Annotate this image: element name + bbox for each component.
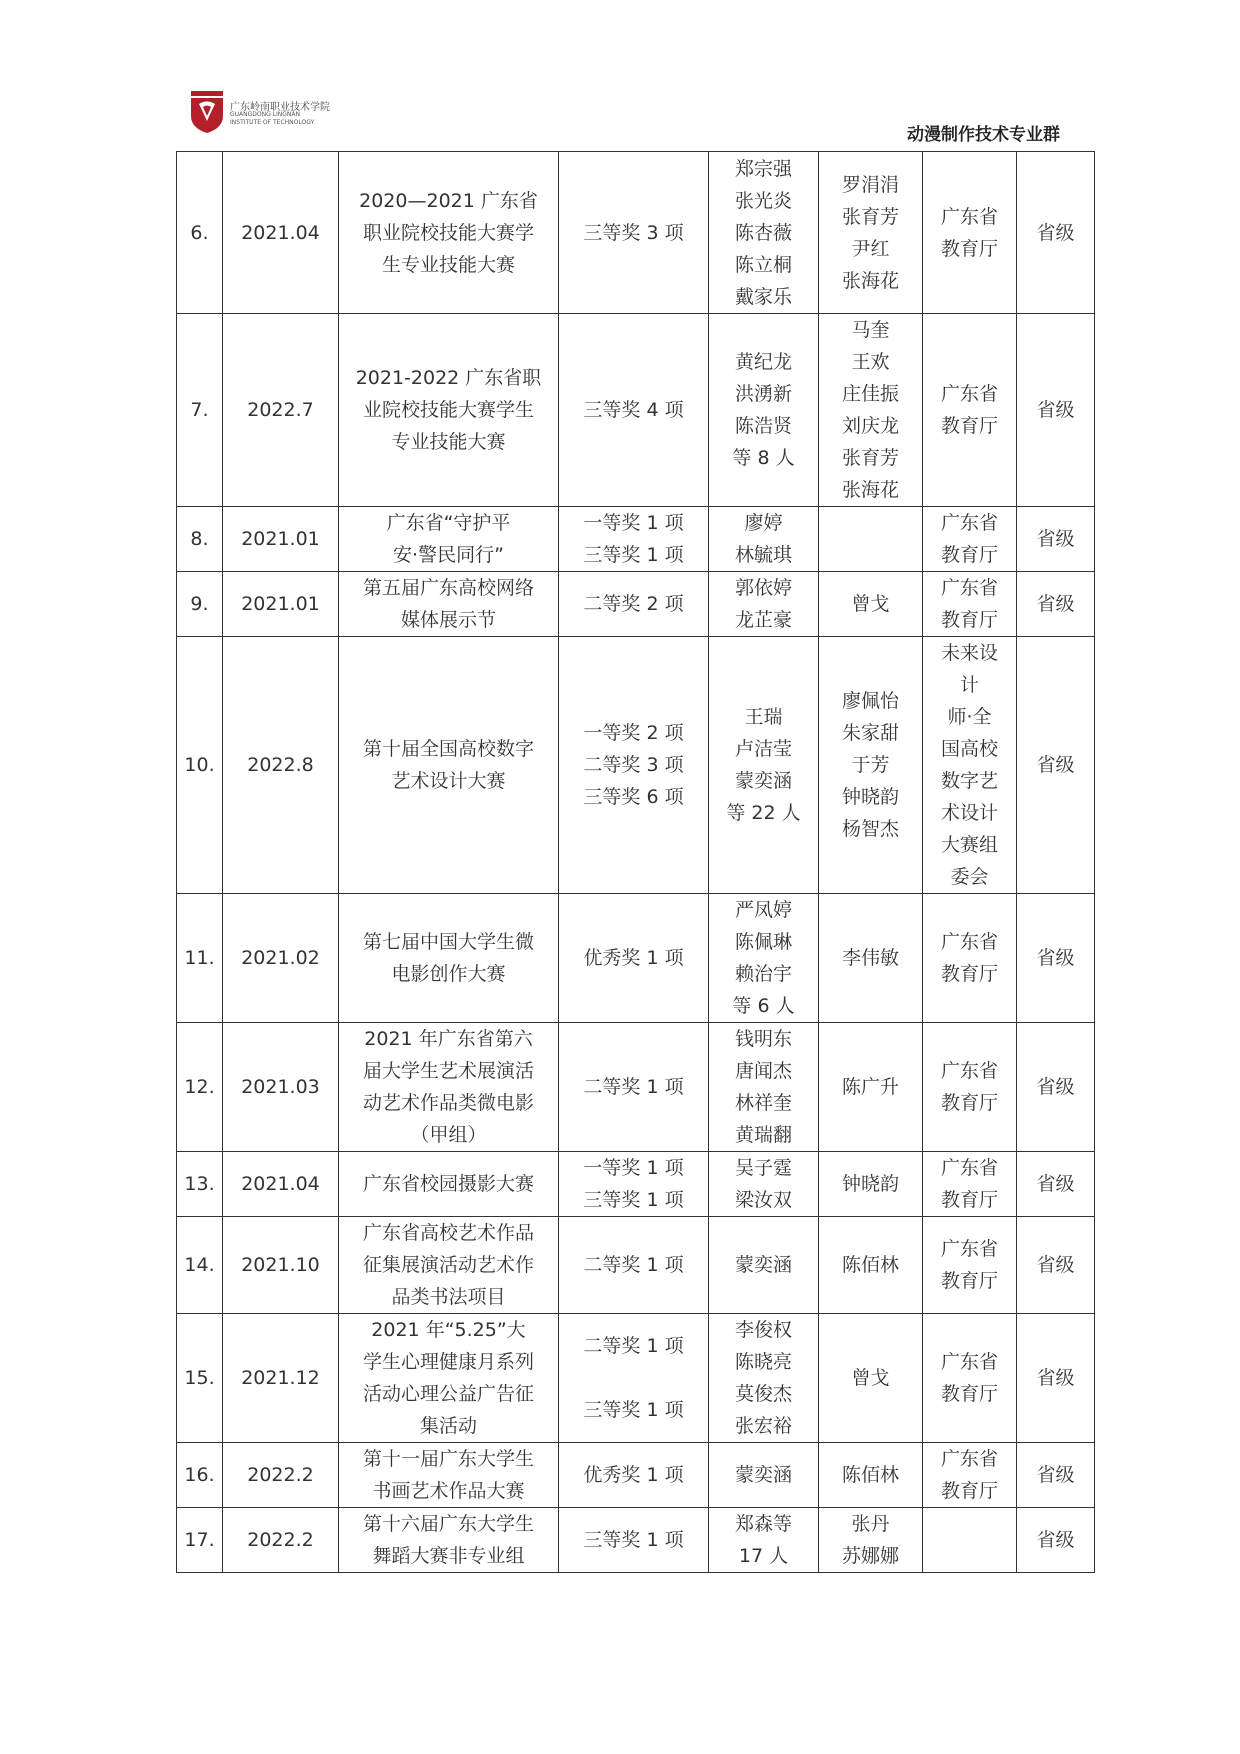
row-number: 6. (190, 221, 209, 244)
award-date-cell (223, 1314, 339, 1443)
award-level: 二等奖 2 项 (583, 593, 684, 615)
award-date-cell (223, 507, 339, 572)
student-names: 郑宗强 (734, 157, 792, 180)
student-names: 钱明东 (734, 1028, 792, 1050)
competition-level: 省级 (1036, 1529, 1075, 1551)
table-row (177, 1314, 1095, 1443)
teacher-names: 曾戈 (851, 1367, 890, 1389)
organizer: 广东省 (940, 1448, 998, 1470)
competition-level: 省级 (1036, 221, 1075, 244)
teacher-names-cell (819, 314, 923, 507)
competition-level: 省级 (1036, 947, 1075, 969)
competition-name: 第五届广东高校网络 (362, 577, 534, 599)
teacher-names: 张海花 (841, 269, 899, 292)
competition-name: 第七届中国大学生微 (362, 931, 534, 953)
award-level-cell (559, 1152, 709, 1217)
competition-name: 学生心理健康月系列 (362, 1351, 534, 1373)
award-date-cell (223, 314, 339, 507)
teacher-names: 庄佳振 (841, 383, 899, 405)
teacher-names: 曾戈 (851, 593, 890, 615)
organizer: 广东省 (940, 512, 998, 534)
award-level: 一等奖 1 项 (583, 512, 684, 534)
teacher-names-cell (819, 1314, 923, 1443)
student-names-cell (709, 1314, 819, 1443)
table-row (177, 637, 1095, 894)
student-names: 梁汝双 (734, 1189, 792, 1211)
organizer-cell (923, 1508, 1017, 1573)
organizer-cell (923, 314, 1017, 507)
table-row (177, 152, 1095, 314)
competition-name: 业院校技能大赛学生 (362, 399, 534, 421)
organizer: 教育厅 (940, 237, 998, 260)
competition-level: 省级 (1036, 399, 1075, 421)
award-date: 2021.10 (241, 1254, 320, 1276)
organizer-cell (923, 152, 1017, 314)
competition-name: 舞蹈大赛非专业组 (372, 1545, 525, 1567)
award-date-cell (223, 1508, 339, 1573)
competition-name: 征集展演活动艺术作 (362, 1254, 534, 1276)
student-names: 蒙奕涵 (734, 1464, 792, 1486)
competition-level: 省级 (1036, 1173, 1075, 1195)
row-number-cell (177, 152, 223, 314)
award-level: 二等奖 1 项 (583, 1254, 684, 1276)
competition-level-cell (1017, 152, 1095, 314)
student-names: 蒙奕涵 (734, 770, 792, 792)
organizer-cell (923, 1217, 1017, 1314)
competition-name: 2021 年“5.25”大 (371, 1319, 526, 1341)
student-names: 陈浩贤 (734, 415, 792, 437)
competition-name-cell (339, 1217, 559, 1314)
organizer: 国高校 (940, 738, 998, 760)
table-row (177, 1443, 1095, 1508)
row-number-cell (177, 572, 223, 637)
student-names: 张光炎 (734, 189, 792, 212)
student-names: 郑森等 (734, 1513, 792, 1535)
competition-name: 第十一届广东大学生 (362, 1448, 534, 1470)
row-number-cell (177, 1314, 223, 1443)
award-date: 2021.04 (241, 221, 320, 244)
row-number: 8. (190, 528, 209, 550)
competition-name-cell (339, 894, 559, 1023)
organizer: 教育厅 (940, 1270, 998, 1292)
award-level-cell (559, 572, 709, 637)
organizer-cell (923, 1443, 1017, 1508)
competition-name: 电影创作大赛 (391, 963, 506, 985)
competition-name: 活动心理公益广告征 (362, 1383, 534, 1405)
award-date-cell (223, 1023, 339, 1152)
organizer: 委会 (950, 866, 989, 888)
award-level: 三等奖 1 项 (583, 1529, 684, 1551)
student-names: 陈晓亮 (734, 1351, 792, 1373)
student-names: 王瑞 (744, 706, 783, 728)
teacher-names: 张海花 (841, 479, 899, 501)
row-number: 7. (190, 399, 209, 421)
row-number: 12. (184, 1076, 215, 1098)
row-number-cell (177, 1508, 223, 1573)
student-names-cell (709, 314, 819, 507)
organizer: 广东省 (940, 931, 998, 953)
teacher-names: 张丹 (851, 1513, 890, 1535)
awards-table-body (177, 152, 1095, 1573)
student-names: 陈佩琳 (734, 931, 792, 953)
award-level: 三等奖 1 项 (583, 1189, 684, 1211)
teacher-names-cell (819, 572, 923, 637)
competition-name: 2020—2021 广东省 (359, 189, 538, 212)
row-number-cell (177, 637, 223, 894)
row-number: 10. (184, 754, 215, 776)
organizer: 大赛组 (940, 834, 998, 856)
student-names: 龙芷豪 (734, 609, 792, 631)
competition-name-cell (339, 314, 559, 507)
student-names-cell (709, 1023, 819, 1152)
teacher-names-cell (819, 1023, 923, 1152)
organizer: 教育厅 (940, 963, 998, 985)
competition-name: 2021 年广东省第六 (364, 1028, 533, 1050)
award-date: 2021.02 (241, 947, 320, 969)
award-date: 2022.7 (247, 399, 314, 421)
award-level: 三等奖 6 项 (583, 786, 684, 808)
competition-name: 安·警民同行” (393, 544, 504, 566)
award-date: 2021.03 (241, 1076, 320, 1098)
student-names-cell (709, 1152, 819, 1217)
award-level: 优秀奖 1 项 (583, 1464, 684, 1486)
competition-name: 艺术设计大赛 (391, 770, 506, 792)
organizer: 数字艺 (940, 770, 998, 792)
competition-name-cell (339, 572, 559, 637)
student-names: 黄纪龙 (734, 351, 792, 373)
row-number: 13. (184, 1173, 215, 1195)
competition-level: 省级 (1036, 1076, 1075, 1098)
award-level-cell (559, 152, 709, 314)
student-names: 卢洁莹 (734, 738, 792, 760)
organizer: 教育厅 (940, 1383, 998, 1405)
award-level-cell (559, 507, 709, 572)
award-level: 二等奖 1 项 (583, 1076, 684, 1098)
logo-text-cn: 广东岭南职业技术学院 (230, 102, 330, 113)
student-names: 莫俊杰 (734, 1383, 792, 1405)
row-number: 9. (190, 593, 209, 615)
organizer-cell (923, 1152, 1017, 1217)
competition-name: 专业技能大赛 (391, 431, 506, 453)
organizer: 教育厅 (940, 609, 998, 631)
competition-name: 品类书法项目 (391, 1286, 506, 1308)
competition-name-cell (339, 507, 559, 572)
organizer: 术设计 (940, 802, 998, 824)
competition-level-cell (1017, 894, 1095, 1023)
teacher-names-cell (819, 1508, 923, 1573)
student-names: 郭依婷 (734, 577, 792, 599)
row-number-cell (177, 314, 223, 507)
table-row (177, 507, 1095, 572)
teacher-names-cell (819, 152, 923, 314)
award-level-cell (559, 1443, 709, 1508)
competition-name: 集活动 (419, 1415, 477, 1437)
row-number: 16. (184, 1464, 215, 1486)
competition-name: 广东省“守护平 (386, 512, 511, 534)
teacher-names: 李伟敏 (841, 947, 899, 969)
award-date: 2022.8 (247, 754, 314, 776)
organizer: 教育厅 (940, 544, 998, 566)
award-level-cell (559, 1217, 709, 1314)
competition-name-cell (339, 637, 559, 894)
student-names-cell (709, 152, 819, 314)
competition-level: 省级 (1036, 1464, 1075, 1486)
teacher-names: 陈广升 (841, 1076, 899, 1098)
teacher-names: 朱家甜 (841, 722, 899, 744)
competition-level-cell (1017, 637, 1095, 894)
award-date-cell (223, 894, 339, 1023)
competition-level-cell (1017, 314, 1095, 507)
teacher-names: 王欢 (851, 351, 890, 373)
award-date-cell (223, 1152, 339, 1217)
school-emblem-icon (190, 90, 224, 134)
organizer: 广东省 (940, 383, 998, 405)
competition-level-cell (1017, 1314, 1095, 1443)
student-names: 张宏裕 (734, 1415, 792, 1437)
competition-level: 省级 (1036, 1254, 1075, 1276)
table-row (177, 572, 1095, 637)
competition-level-cell (1017, 572, 1095, 637)
competition-name-cell (339, 152, 559, 314)
row-number: 14. (184, 1254, 215, 1276)
teacher-names: 陈佰林 (841, 1254, 899, 1276)
table-row (177, 1152, 1095, 1217)
student-names: 廖婷 (744, 512, 783, 534)
organizer-cell (923, 894, 1017, 1023)
award-date: 2022.2 (247, 1464, 314, 1486)
competition-name: 书画艺术作品大赛 (372, 1480, 525, 1502)
student-names-cell (709, 507, 819, 572)
competition-name: 届大学生艺术展演活 (362, 1060, 534, 1082)
teacher-names-cell (819, 1443, 923, 1508)
competition-name: （甲组） (410, 1124, 487, 1146)
teacher-names: 张育芳 (841, 205, 899, 228)
competition-name: 动艺术作品类微电影 (362, 1092, 534, 1114)
competition-name: 媒体展示节 (400, 609, 496, 631)
student-names: 陈杏薇 (734, 221, 792, 244)
student-names: 赖治宇 (734, 963, 792, 985)
award-level: 三等奖 1 项 (583, 544, 684, 566)
logo-text-en (230, 111, 314, 127)
award-date-cell (223, 572, 339, 637)
row-number-cell (177, 1443, 223, 1508)
student-names: 洪湧新 (734, 383, 792, 405)
awards-table (176, 151, 1095, 1573)
teacher-names: 钟晓韵 (841, 786, 899, 808)
organizer: 教育厅 (940, 1480, 998, 1502)
student-names: 林祥奎 (734, 1092, 792, 1114)
competition-level-cell (1017, 1508, 1095, 1573)
competition-name-cell (339, 1508, 559, 1573)
teacher-names: 刘庆龙 (841, 415, 899, 437)
award-level: 三等奖 3 项 (583, 221, 684, 244)
organizer-cell (923, 572, 1017, 637)
teacher-names: 钟晓韵 (841, 1173, 899, 1195)
row-number-cell (177, 1152, 223, 1217)
department-title: 动漫制作技术专业群 (907, 125, 1060, 145)
teacher-names: 廖佩怡 (841, 690, 899, 712)
student-names-cell (709, 1217, 819, 1314)
student-names-cell (709, 637, 819, 894)
row-number: 17. (184, 1529, 215, 1551)
row-number-cell (177, 1023, 223, 1152)
student-names: 陈立桐 (734, 253, 792, 276)
competition-level-cell (1017, 507, 1095, 572)
organizer-cell (923, 507, 1017, 572)
award-level-cell (559, 637, 709, 894)
student-names-cell (709, 1443, 819, 1508)
award-date: 2021.01 (241, 528, 320, 550)
organizer-cell (923, 637, 1017, 894)
organizer: 未来设 (940, 642, 998, 664)
student-names-cell (709, 894, 819, 1023)
award-level-cell (559, 894, 709, 1023)
competition-name: 2021-2022 广东省职 (355, 367, 542, 389)
student-names: 李俊权 (734, 1319, 792, 1341)
student-names: 等 22 人 (726, 802, 801, 824)
organizer: 广东省 (940, 1157, 998, 1179)
competition-level-cell (1017, 1217, 1095, 1314)
organizer-cell (923, 1314, 1017, 1443)
award-level: 优秀奖 1 项 (583, 947, 684, 969)
student-names: 蒙奕涵 (734, 1254, 792, 1276)
row-number: 15. (184, 1367, 215, 1389)
competition-name-cell (339, 1152, 559, 1217)
student-names: 唐闻杰 (734, 1060, 792, 1082)
award-level (563, 1362, 704, 1394)
organizer-cell (923, 1023, 1017, 1152)
award-date-cell (223, 1217, 339, 1314)
competition-name: 职业院校技能大赛学 (362, 221, 534, 244)
organizer: 广东省 (940, 1351, 998, 1373)
competition-name: 广东省校园摄影大赛 (362, 1173, 534, 1195)
competition-level: 省级 (1036, 1367, 1075, 1389)
award-level: 二等奖 3 项 (583, 754, 684, 776)
teacher-names: 于芳 (851, 754, 890, 776)
award-date-cell (223, 152, 339, 314)
award-level-cell (559, 1023, 709, 1152)
award-date: 2021.12 (241, 1367, 320, 1389)
award-level: 一等奖 1 项 (583, 1157, 684, 1179)
row-number-cell (177, 894, 223, 1023)
competition-name: 第十届全国高校数字 (362, 738, 534, 760)
award-date: 2021.04 (241, 1173, 320, 1195)
teacher-names: 杨智杰 (841, 818, 899, 840)
student-names-cell (709, 572, 819, 637)
student-names: 严凤婷 (734, 899, 792, 921)
award-level-cell (559, 1314, 709, 1443)
award-date: 2022.2 (247, 1529, 314, 1551)
organizer: 广东省 (940, 577, 998, 599)
table-row (177, 894, 1095, 1023)
student-names: 等 8 人 (732, 447, 795, 469)
teacher-names: 尹红 (851, 237, 890, 260)
teacher-names: 罗涓涓 (841, 173, 899, 196)
competition-level-cell (1017, 1443, 1095, 1508)
award-date: 2021.01 (241, 593, 320, 615)
student-names: 黄瑞翻 (734, 1124, 792, 1146)
teacher-names-cell (819, 1152, 923, 1217)
student-names: 戴家乐 (734, 285, 792, 308)
table-row (177, 1023, 1095, 1152)
competition-name-cell (339, 1443, 559, 1508)
table-row (177, 1217, 1095, 1314)
award-level: 三等奖 1 项 (583, 1399, 684, 1421)
competition-level: 省级 (1036, 593, 1075, 615)
award-level-cell (559, 1508, 709, 1573)
teacher-names-cell (819, 507, 923, 572)
student-names-cell (709, 1508, 819, 1573)
logo-text-en-line-2: INSTITUTE OF TECHNOLOGY (230, 119, 315, 126)
teacher-names: 马奎 (851, 319, 890, 341)
award-date-cell (223, 637, 339, 894)
competition-name-cell (339, 1314, 559, 1443)
organizer: 广东省 (940, 1060, 998, 1082)
award-date-cell (223, 1443, 339, 1508)
competition-level: 省级 (1036, 754, 1075, 776)
teacher-names-cell (819, 894, 923, 1023)
competition-name: 广东省高校艺术作品 (362, 1222, 534, 1244)
organizer: 师·全 (947, 706, 992, 728)
competition-level: 省级 (1036, 528, 1075, 550)
competition-level-cell (1017, 1023, 1095, 1152)
logo-text-en-line-1: GUANGDONG LINGNAN (230, 111, 301, 118)
teacher-names: 张育芳 (841, 447, 899, 469)
student-names: 吴子霆 (734, 1157, 792, 1179)
competition-name: 生专业技能大赛 (381, 253, 515, 276)
row-number: 11. (184, 947, 215, 969)
competition-name-cell (339, 1023, 559, 1152)
row-number-cell (177, 507, 223, 572)
organizer: 广东省 (940, 1238, 998, 1260)
table-row (177, 314, 1095, 507)
teacher-names-cell (819, 1217, 923, 1314)
organizer: 教育厅 (940, 1189, 998, 1211)
award-level-cell (559, 314, 709, 507)
teacher-names: 苏娜娜 (841, 1545, 899, 1567)
row-number-cell (177, 1217, 223, 1314)
teacher-names: 陈佰林 (841, 1464, 899, 1486)
competition-name: 第十六届广东大学生 (362, 1513, 534, 1535)
school-logo (190, 90, 330, 142)
competition-level-cell (1017, 1152, 1095, 1217)
organizer: 教育厅 (940, 1092, 998, 1114)
organizer: 计 (959, 674, 979, 696)
organizer: 教育厅 (940, 415, 998, 437)
student-names: 等 6 人 (732, 995, 795, 1017)
teacher-names-cell (819, 637, 923, 894)
award-level: 三等奖 4 项 (583, 399, 684, 421)
student-names: 17 人 (738, 1545, 789, 1567)
table-row (177, 1508, 1095, 1573)
award-level: 一等奖 2 项 (583, 722, 684, 744)
student-names: 林毓琪 (734, 544, 792, 566)
organizer: 广东省 (940, 205, 998, 228)
award-level: 二等奖 1 项 (583, 1335, 684, 1357)
